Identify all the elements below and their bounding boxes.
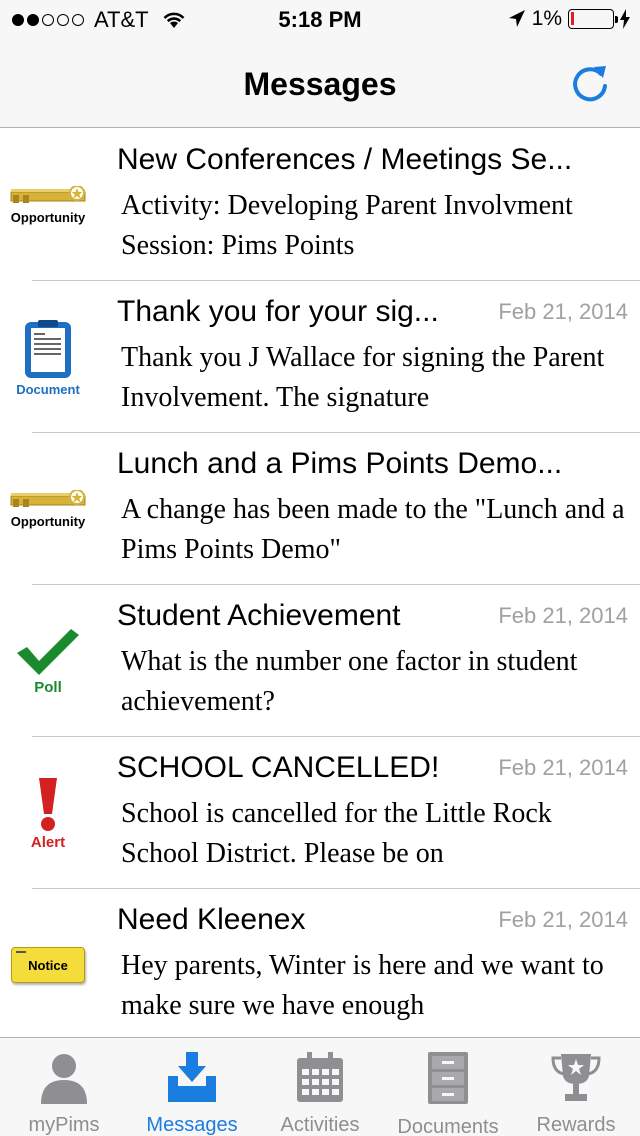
tab-mypims[interactable] [0, 1038, 128, 1136]
message-title: SCHOOL CANCELLED! [117, 751, 440, 784]
page-title: Messages [243, 66, 397, 102]
message-title: Lunch and a Pims Points Demo... [117, 447, 563, 480]
opportunity-ticket-icon [8, 129, 88, 281]
tab-rewards[interactable] [512, 1038, 640, 1136]
message-date: Feb 21, 2014 [498, 299, 628, 324]
person-icon [34, 1050, 94, 1104]
message-title: Student Achievement [117, 599, 401, 632]
message-date: Feb 21, 2014 [498, 907, 628, 932]
location-arrow-icon [508, 9, 526, 29]
tab-label: myPims [28, 1114, 100, 1136]
poll-checkmark-icon [8, 585, 88, 737]
battery-icon [568, 9, 614, 29]
tab-label: Activities [280, 1114, 360, 1136]
message-row[interactable] [0, 737, 640, 889]
charging-bolt-icon [620, 9, 630, 29]
message-preview: A change has been made to the "Lunch and a Pims Points Demo" [121, 494, 625, 565]
opportunity-ticket-icon [8, 433, 88, 585]
message-row[interactable] [0, 129, 640, 281]
file-cabinet-icon [418, 1050, 478, 1106]
refresh-icon[interactable] [568, 62, 612, 106]
message-type-label: Opportunity [10, 513, 86, 529]
message-title: New Conferences / Meetings Se... [117, 143, 573, 176]
message-row[interactable] [0, 585, 640, 737]
alert-exclamation-icon [8, 737, 88, 889]
message-type-label: Notice [28, 957, 68, 973]
message-type-label: Poll [34, 678, 62, 696]
status-right [508, 7, 630, 31]
status-time: 5:18 PM [278, 7, 362, 32]
status-bar [0, 0, 640, 40]
carrier-name: AT&T [94, 7, 149, 32]
tab-activities[interactable] [256, 1038, 384, 1136]
tab-bar [0, 1037, 640, 1136]
notice-card-icon [8, 889, 88, 1037]
message-preview: Activity: Developing Parent Involvment Session: Pims Points [121, 190, 573, 261]
document-clipboard-icon [8, 281, 88, 433]
battery-percent: 1% [531, 7, 562, 30]
tab-label: Documents [397, 1116, 499, 1136]
message-type-label: Document [16, 381, 80, 397]
message-preview: What is the number one factor in student achievement? [121, 646, 578, 717]
message-row[interactable] [0, 889, 640, 1037]
message-preview: School is cancelled for the Little Rock School District. Please be on [121, 798, 552, 869]
tab-label: Messages [146, 1114, 238, 1136]
message-type-label: Opportunity [10, 209, 86, 225]
message-list [0, 129, 640, 1037]
message-preview: Thank you J Wallace for signing the Parent Involvement. The signature [121, 342, 605, 413]
inbox-download-icon [162, 1050, 222, 1104]
navigation-bar [0, 40, 640, 128]
tab-documents[interactable] [384, 1038, 512, 1136]
message-type-label: Alert [30, 833, 66, 851]
tab-label: Rewards [536, 1114, 616, 1136]
message-title: Need Kleenex [117, 903, 306, 936]
message-row[interactable] [0, 433, 640, 585]
tab-messages[interactable] [128, 1038, 256, 1136]
calendar-icon [290, 1050, 350, 1104]
message-date: Feb 21, 2014 [498, 755, 628, 780]
message-row[interactable] [0, 281, 640, 433]
message-date: Feb 21, 2014 [498, 603, 628, 628]
message-title: Thank you for your sig... [117, 295, 439, 328]
message-preview: Hey parents, Winter is here and we want to make sure we have enough [121, 950, 604, 1021]
trophy-icon [546, 1050, 606, 1104]
